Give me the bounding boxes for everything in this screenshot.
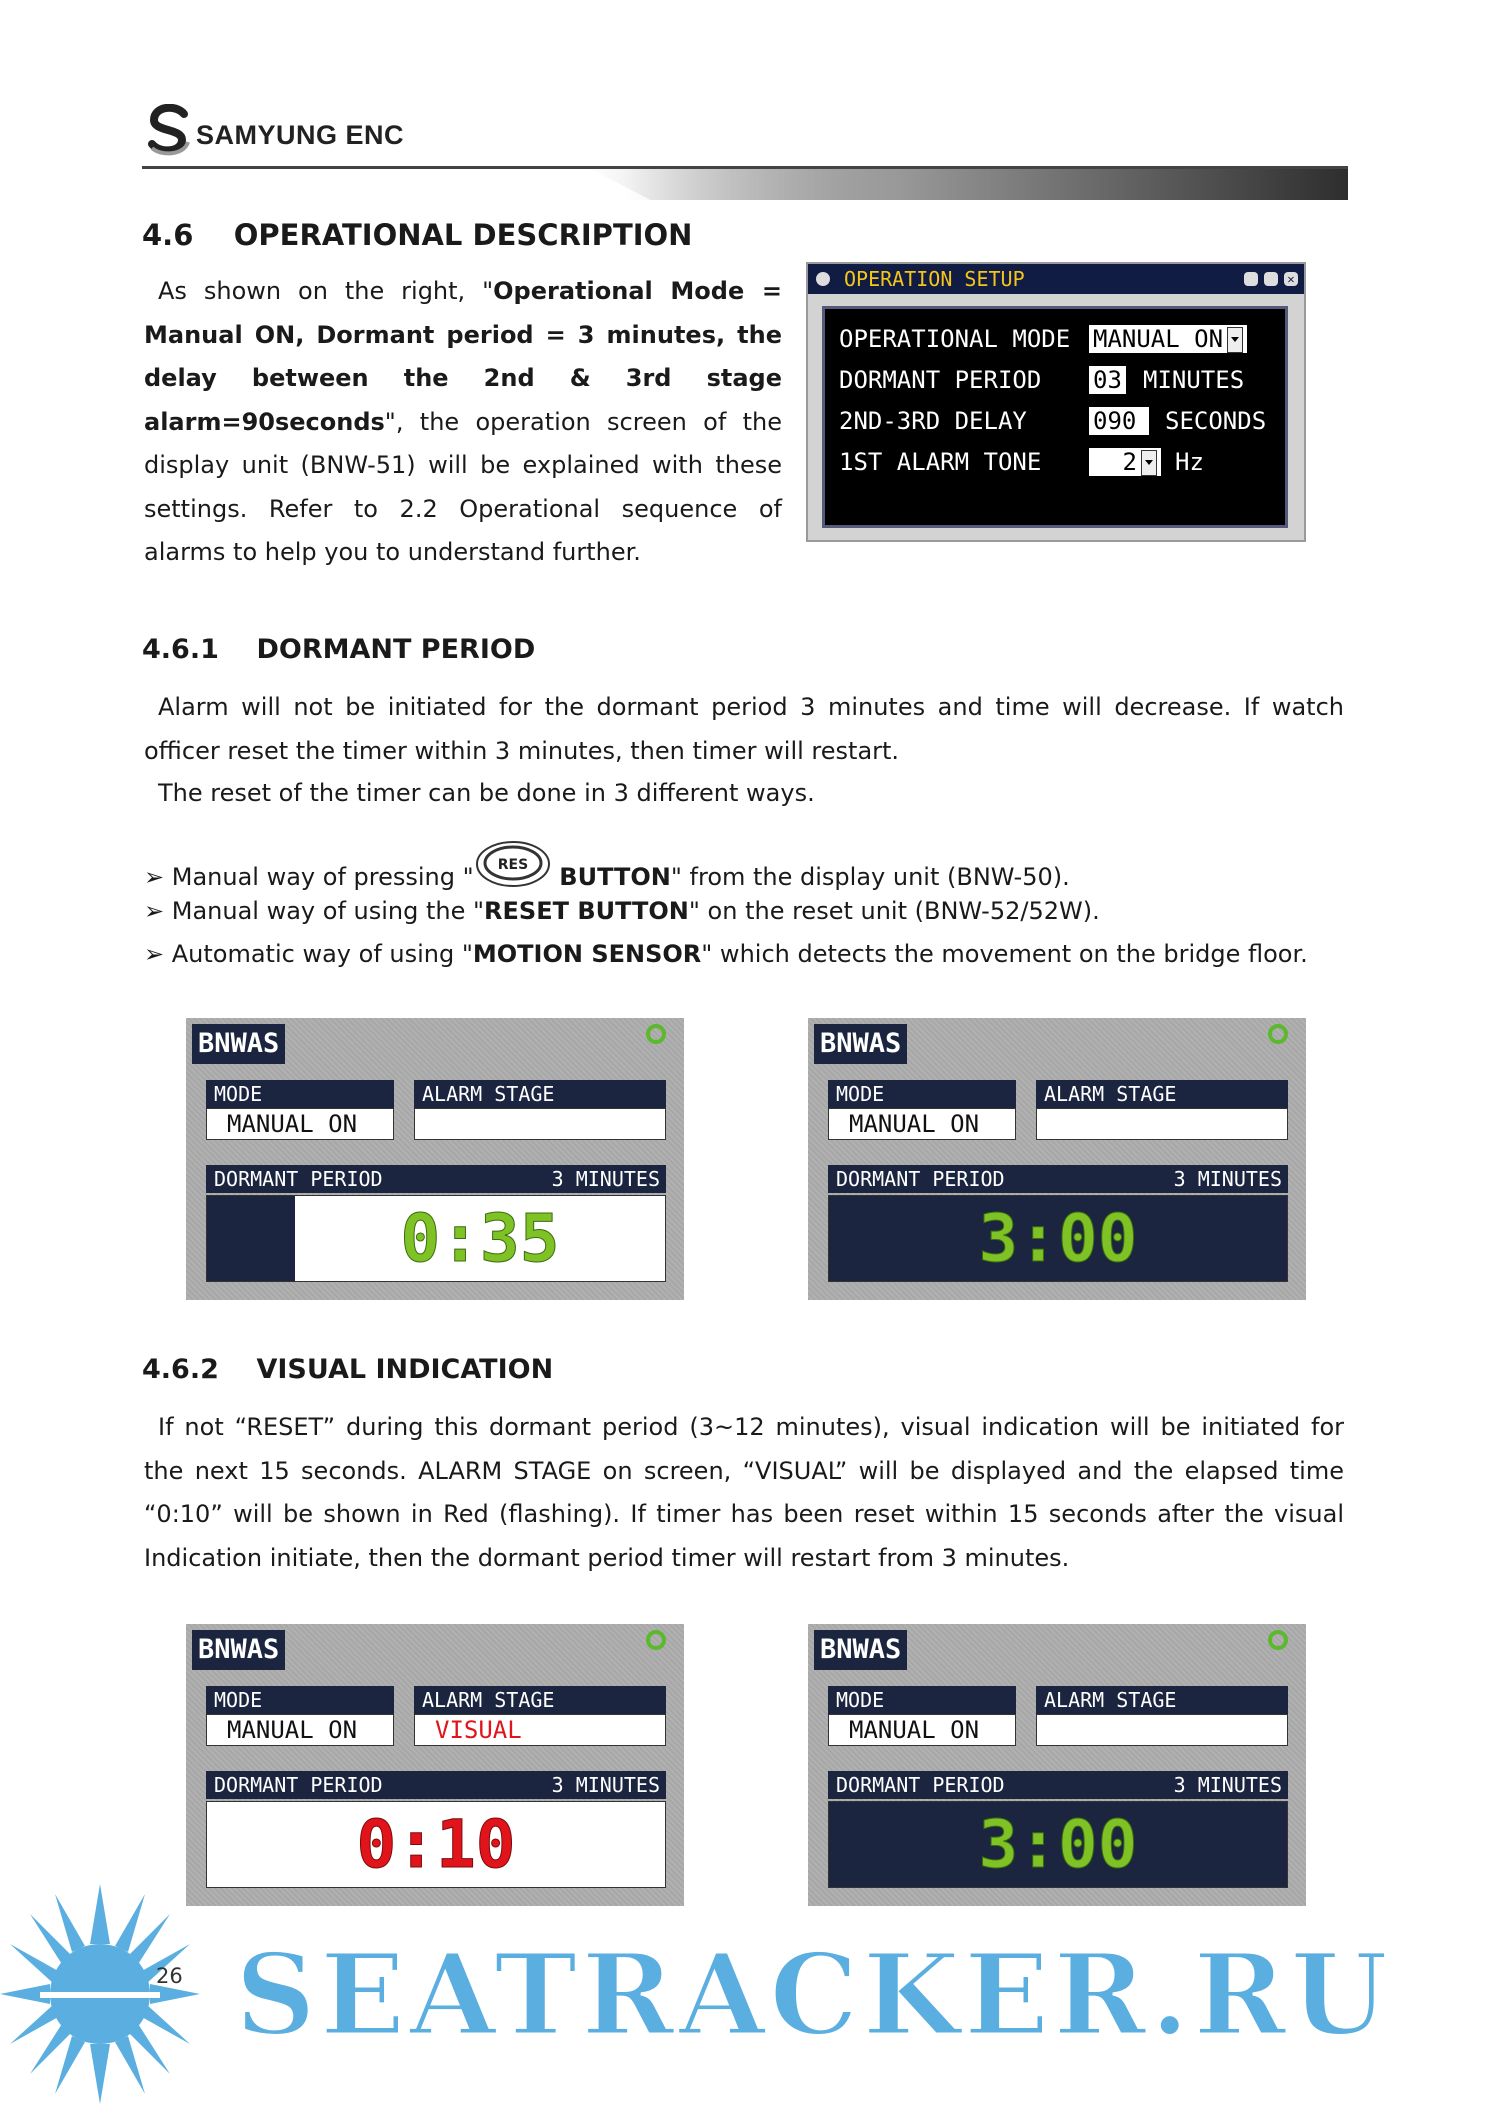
op-tone-value: 2 [1122, 448, 1137, 476]
operation-setup-titlebar [808, 264, 1304, 294]
op-label-delay: 2ND-3RD DELAY [839, 407, 1027, 435]
alarm-stage-value: VISUAL [414, 1714, 666, 1746]
section-title-4-6-1: 4.6.1 DORMANT PERIOD [142, 634, 536, 665]
bullet-arrow-icon: ➢ [144, 897, 165, 925]
operation-setup-title: OPERATION SETUP [844, 267, 1025, 291]
timer-value: 3:00 [978, 1806, 1138, 1883]
intro-text-2: ", the operation screen of the display unit (BNW-51) will be explained with these settings. Refer to 2.2 Operational sequence of alarms to help you to understand further. [144, 407, 782, 566]
dormant-period-header [206, 1165, 666, 1193]
mode-value: MANUAL ON [828, 1108, 1016, 1140]
section-title-4-6: 4.6 OPERATIONAL DESCRIPTION [142, 218, 693, 252]
alarm-stage-header: ALARM STAGE [414, 1080, 666, 1108]
dormant-minutes-label: 3 MINUTES [551, 1167, 660, 1191]
dormant-period-label: DORMANT PERIOD [214, 1773, 383, 1797]
company-name: SAMYUNG ENC [196, 120, 405, 150]
timer-value: 3:00 [978, 1200, 1138, 1277]
bnwas-panel-1 [186, 1018, 684, 1300]
page-number: 26 [156, 1964, 183, 1988]
alarm-stage-header: ALARM STAGE [414, 1686, 666, 1714]
bullet-3 [144, 933, 1308, 976]
sun-logo-icon [0, 1884, 200, 2104]
chevron-down-icon[interactable] [1141, 450, 1157, 476]
bnwas-panel-2 [808, 1018, 1306, 1300]
bnwas-title: BNWAS [814, 1630, 907, 1670]
intro-text-1: As shown on the right, " [158, 277, 494, 305]
timer-value: 0:10 [356, 1806, 516, 1883]
bullet-3-post: " which detects the movement on the bridge floor. [701, 940, 1308, 968]
dormant-minutes-label: 3 MINUTES [551, 1773, 660, 1797]
mode-header: MODE [206, 1686, 394, 1714]
bnwas-panel-3 [186, 1624, 684, 1906]
header-line [142, 166, 1348, 169]
watermark-text: SEATRACKER.RU [235, 1930, 1393, 2061]
op-tone-unit: Hz [1175, 448, 1204, 476]
bullet-1-pre: Manual way of pressing " [171, 863, 474, 891]
bullet-1-bold: BUTTON [559, 863, 671, 891]
res-button-icon [474, 838, 552, 890]
header-bar-shade [590, 169, 1348, 200]
bullet-3-bold: MOTION SENSOR [472, 940, 702, 968]
bnwas-title: BNWAS [192, 1024, 285, 1064]
bullet-arrow-icon: ➢ [144, 863, 165, 891]
op-mode-value: MANUAL ON [1093, 325, 1224, 353]
dormant-minutes-label: 3 MINUTES [1173, 1773, 1282, 1797]
dormant-period-header [828, 1165, 1288, 1193]
operation-setup-window [806, 262, 1306, 542]
refresh-icon [1268, 1630, 1288, 1650]
bullet-arrow-icon: ➢ [144, 940, 165, 968]
bnwas-panel-4 [808, 1624, 1306, 1906]
timer-display [828, 1801, 1288, 1888]
bullet-3-pre: Automatic way of using " [171, 940, 473, 968]
op-label-tone: 1ST ALARM TONE [839, 448, 1042, 476]
timer-display [206, 1195, 666, 1282]
bnwas-title: BNWAS [814, 1024, 907, 1064]
op-label-mode: OPERATIONAL MODE [839, 325, 1071, 353]
op-delay-unit: SECONDS [1165, 407, 1267, 435]
dormant-period-header [206, 1771, 666, 1799]
alarm-stage-value [1036, 1108, 1288, 1140]
mode-header: MODE [828, 1080, 1016, 1108]
chevron-down-icon[interactable] [1227, 327, 1243, 353]
alarm-stage-value [414, 1108, 666, 1140]
bullet-1-post: " from the display unit (BNW-50). [670, 863, 1070, 891]
op-mode-select[interactable] [1089, 325, 1247, 353]
bullet-2-pre: Manual way of using the " [171, 897, 485, 925]
close-icon[interactable]: ✕ [1284, 272, 1298, 286]
timer-display [828, 1195, 1288, 1282]
minimize-icon[interactable] [1244, 272, 1258, 286]
window-menu-icon[interactable] [816, 272, 830, 286]
mode-value: MANUAL ON [828, 1714, 1016, 1746]
alarm-stage-header: ALARM STAGE [1036, 1686, 1288, 1714]
mode-header: MODE [828, 1686, 1016, 1714]
maximize-icon[interactable] [1264, 272, 1278, 286]
section-4-6-1-p2: The reset of the timer can be done in 3 different ways. [158, 779, 815, 807]
bnwas-title: BNWAS [192, 1630, 285, 1670]
section-4-6-2-p1: If not “RESET” during this dormant period (3~12 minutes), visual indication will be initiated for the next 15 seconds. ALARM STAGE on screen, “VISUAL” will be displayed and the elapsed time “0:10” will be shown in Red (flashing). If timer has been reset within 15 seconds after the visual Indication initiate, then the dormant period timer will restart from 3 minutes. [144, 1413, 1344, 1572]
refresh-icon [646, 1024, 666, 1044]
timer-display [206, 1801, 666, 1888]
dormant-period-label: DORMANT PERIOD [214, 1167, 383, 1191]
mode-header: MODE [206, 1080, 394, 1108]
refresh-icon [1268, 1024, 1288, 1044]
refresh-icon [646, 1630, 666, 1650]
op-label-dormant: DORMANT PERIOD [839, 366, 1042, 394]
bullet-2 [144, 890, 1100, 933]
dormant-period-header [828, 1771, 1288, 1799]
operation-setup-screen [822, 306, 1288, 528]
dormant-period-label: DORMANT PERIOD [836, 1773, 1005, 1797]
op-dormant-unit: MINUTES [1143, 366, 1245, 394]
bullet-2-bold: RESET BUTTON [484, 897, 689, 925]
res-label: RES [497, 857, 528, 873]
bullet-2-post: " on the reset unit (BNW-52/52W). [688, 897, 1100, 925]
op-tone-select[interactable] [1089, 448, 1161, 476]
op-delay-input[interactable]: 090 [1089, 407, 1149, 435]
mode-value: MANUAL ON [206, 1714, 394, 1746]
timer-value: 0:35 [400, 1200, 560, 1277]
samyung-logo-icon [146, 104, 192, 156]
dormant-minutes-label: 3 MINUTES [1173, 1167, 1282, 1191]
alarm-stage-header: ALARM STAGE [1036, 1080, 1288, 1108]
section-4-6-1-p1: Alarm will not be initiated for the dormant period 3 minutes and time will decrease. If watch officer reset the timer within 3 minutes, then timer will restart. [144, 693, 1344, 765]
section-4-6-intro [144, 270, 782, 575]
section-title-4-6-2: 4.6.2 VISUAL INDICATION [142, 1354, 554, 1385]
op-dormant-input[interactable]: 03 [1089, 366, 1126, 394]
mode-value: MANUAL ON [206, 1108, 394, 1140]
alarm-stage-value [1036, 1714, 1288, 1746]
intro-text-bold: Operational Mode = Manual ON, Dormant period = 3 minutes, the delay between the 2nd & 3rd stage alarm=90seconds [144, 277, 782, 436]
dormant-period-label: DORMANT PERIOD [836, 1167, 1005, 1191]
company-logo [146, 104, 192, 156]
